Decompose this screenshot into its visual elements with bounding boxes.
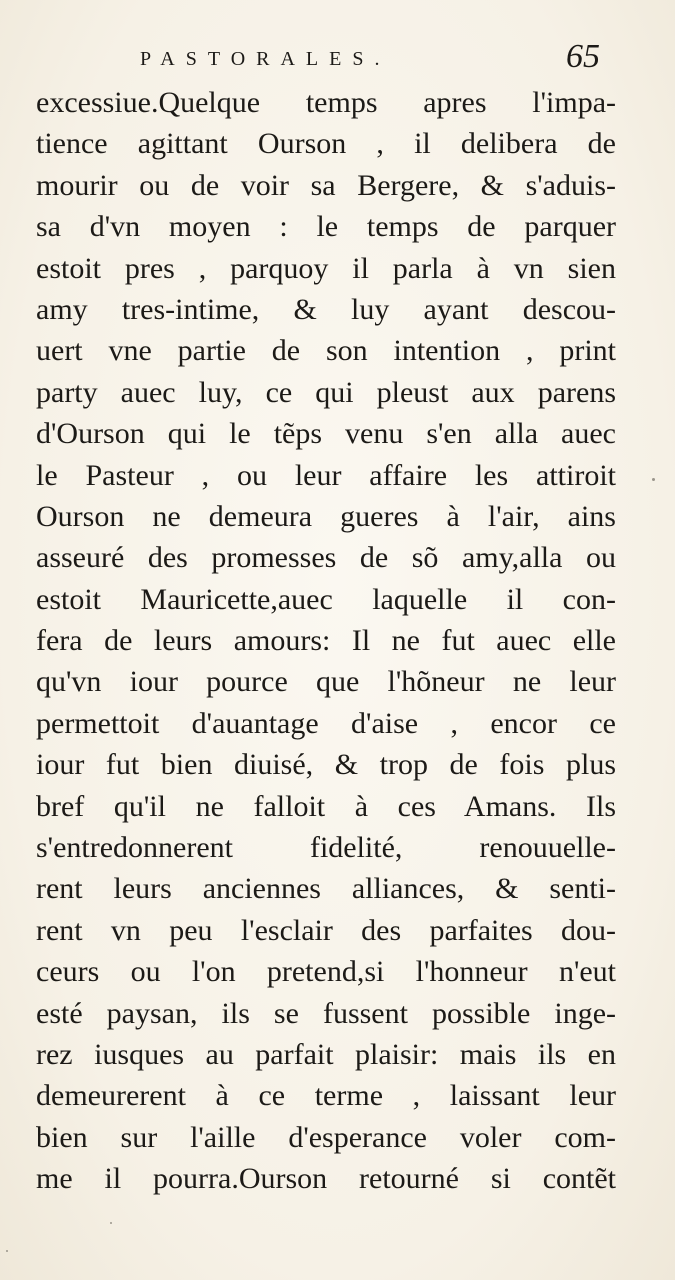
text-line: Ourson ne demeura gueres à l'air, ains	[36, 499, 616, 533]
text-line: asseuré des promesses de sõ amy,alla ou	[36, 541, 616, 575]
text-line: esté paysan, ils se fussent possible inge-	[36, 996, 616, 1030]
text-line: rent leurs anciennes alliances, & senti-	[36, 872, 616, 906]
text-line: party auec luy, ce qui pleust aux parens	[36, 375, 616, 409]
page-number: 65	[566, 38, 600, 75]
paper-speck	[652, 478, 655, 481]
text-line: amy tres-intime, & luy ayant descou-	[36, 292, 616, 326]
text-line: rez iusques au parfait plaisir: mais ils en	[36, 1037, 616, 1071]
text-line: excessiue.Quelque temps apres l'impa-	[36, 86, 616, 119]
body-text	[36, 82, 616, 1200]
text-line: tience agittant Ourson , il delibera de	[36, 127, 616, 161]
paper-speck	[110, 1222, 112, 1224]
text-line: uert vne partie de son intention , print	[36, 334, 616, 368]
text-line: s'entredonnerent fidelité, renouuelle-	[36, 831, 616, 865]
text-line: bref qu'il ne falloit à ces Amans. Ils	[36, 789, 616, 823]
paper-speck	[6, 1250, 8, 1252]
text-line: demeurerent à ce terme , laissant leur	[36, 1079, 616, 1113]
text-line: fera de leurs amours: Il ne fut auec elle	[36, 624, 616, 658]
text-line: le Pasteur , ou leur affaire les attiroit	[36, 458, 616, 492]
text-line: permettoit d'auantage d'aise , encor ce	[36, 706, 616, 740]
text-line: qu'vn iour pource que l'hõneur ne leur	[36, 665, 616, 699]
text-line: mourir ou de voir sa Bergere, & s'aduis-	[36, 168, 616, 202]
text-line: d'Ourson qui le tẽps venu s'en alla auec	[36, 417, 616, 451]
text-line: sa d'vn moyen : le temps de parquer	[36, 210, 616, 244]
text-line: rent vn peu l'esclair des parfaites dou-	[36, 913, 616, 947]
text-line: estoit pres , parquoy il parla à vn sien	[36, 251, 616, 285]
text-line: estoit Mauricette,auec laquelle il con-	[36, 582, 616, 616]
text-line: me il pourra.Ourson retourné si contẽt	[36, 1162, 616, 1196]
running-head	[140, 38, 600, 78]
text-line: bien sur l'aille d'esperance voler com-	[36, 1120, 616, 1154]
text-line: ceurs ou l'on pretend,si l'honneur n'eut	[36, 955, 616, 989]
text-line: iour fut bien diuisé, & trop de fois plus	[36, 748, 616, 782]
running-head-title: PASTORALES.	[140, 48, 391, 70]
